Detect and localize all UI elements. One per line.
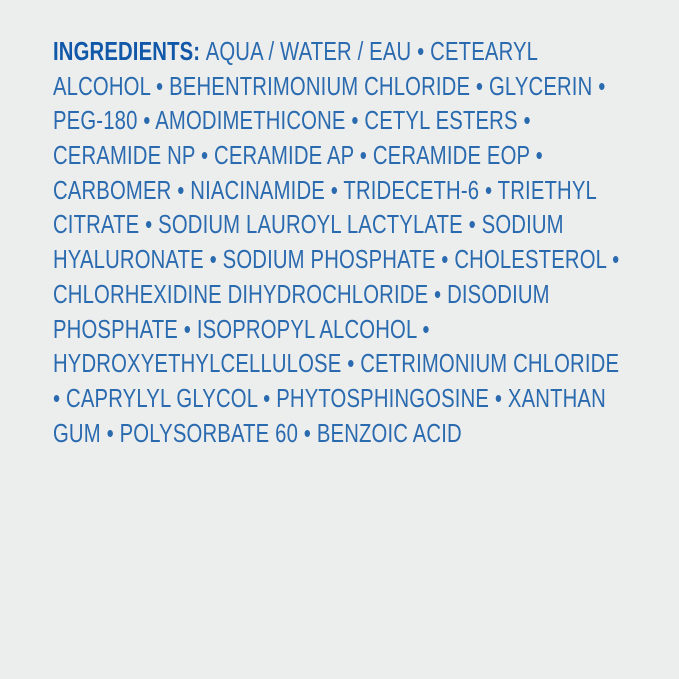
ingredients-line: PEG-180 • AMODIMETHICONE • CETYL ESTERS • bbox=[53, 105, 531, 136]
ingredients-line: ALCOHOL • BEHENTRIMONIUM CHLORIDE • GLYCERIN • bbox=[53, 70, 606, 101]
ingredients-line: • CAPRYLYL GLYCOL • PHYTOSPHINGOSINE • XANTHAN bbox=[53, 382, 606, 413]
ingredients-line: HYDROXYETHYLCELLULOSE • CETRIMONIUM CHLORIDE bbox=[53, 348, 620, 379]
ingredients-line: CHLORHEXIDINE DIHYDROCHLORIDE • DISODIUM bbox=[53, 278, 550, 309]
ingredients-line: GUM • POLYSORBATE 60 • BENZOIC ACID bbox=[53, 417, 462, 448]
ingredients-text-block bbox=[53, 34, 679, 450]
ingredients-line bbox=[53, 34, 619, 69]
ingredients-line: PHOSPHATE • ISOPROPYL ALCOHOL • bbox=[53, 313, 430, 344]
ingredients-line: CITRATE • SODIUM LAUROYL LACTYLATE • SODIUM bbox=[53, 209, 564, 240]
ingredients-line-text: AQUA / WATER / EAU • CETEARYL bbox=[205, 36, 539, 66]
ingredients-line: CERAMIDE NP • CERAMIDE AP • CERAMIDE EOP • bbox=[53, 140, 543, 171]
ingredients-line: HYALURONATE • SODIUM PHOSPHATE • CHOLESTEROL • bbox=[53, 244, 620, 275]
ingredients-line: CARBOMER • NIACINAMIDE • TRIDECETH-6 • TRIETHYL bbox=[53, 174, 597, 205]
ingredients-heading: INGREDIENTS: bbox=[53, 36, 201, 66]
